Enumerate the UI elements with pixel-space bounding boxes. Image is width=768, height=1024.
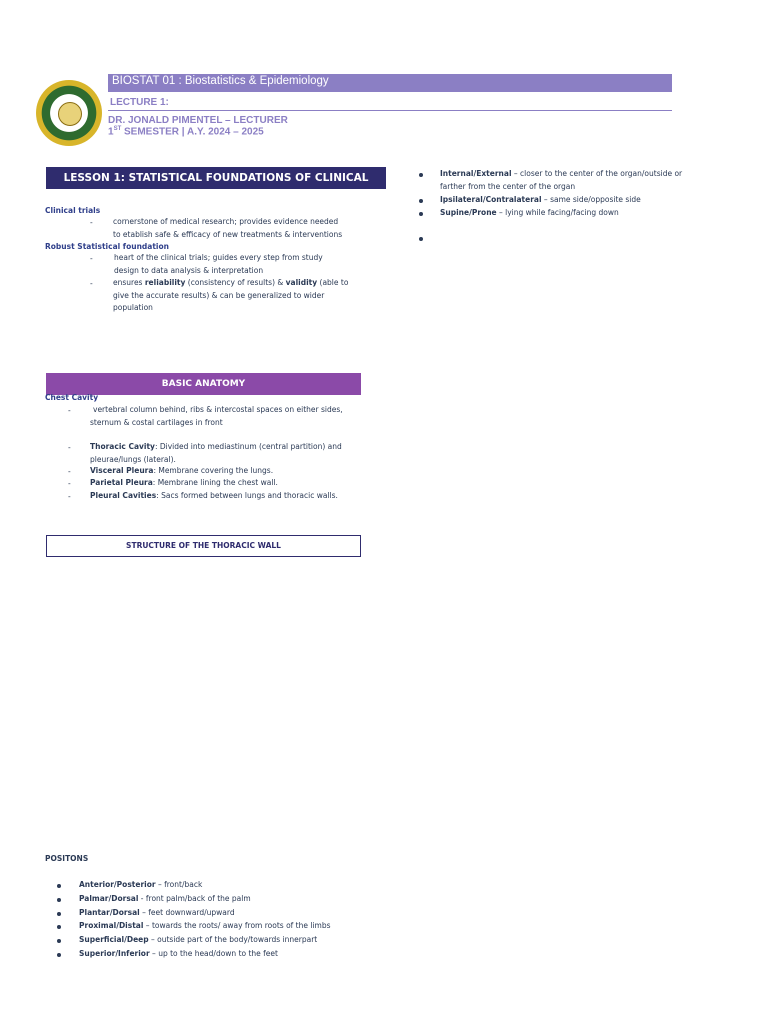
bullet-icon [57,912,61,916]
term: Superficial/Deep [79,935,149,944]
position-item-anterior [79,879,202,892]
bullet-icon [419,212,423,216]
text-span: – towards the roots/ away from roots of the limbs [143,921,331,930]
position-item-superficial [79,934,317,947]
term: Internal/External [440,169,512,178]
header-divider [108,110,672,111]
text-span: : Membrane lining the chest wall. [152,478,278,487]
bullet-icon [419,199,423,203]
text-span: ensures [113,278,145,287]
term-thoracic-cavity: Thoracic Cavity [90,442,155,451]
robust-item2 [113,277,348,315]
text-line [90,441,342,454]
right-item-internal-external [440,168,682,193]
university-seal-logo [36,80,102,146]
text-line: give the accurate results) & can be generalized to wider [113,290,325,300]
text-line: farther from the center of the organ [440,181,576,191]
term-reliability: reliability [144,278,186,287]
term-parietal-pleura: Parietal Pleura [90,478,153,487]
text-line [113,277,348,290]
text-line: design to data analysis & interpretation [114,265,264,275]
dash-marker: - [90,218,93,227]
dash-marker: - [90,279,93,288]
right-item-supine-prone [440,207,619,220]
bullet-icon [419,237,423,241]
pleural-cavities-item [90,490,338,503]
text-line: vertebral column behind, ribs & intercostal spaces on either sides, [93,405,343,414]
text-span: – outside part of the body/towards innerpart [148,935,318,944]
semester-text: SEMESTER | A.Y. 2024 – 2025 [121,126,264,138]
text-line: pleurae/lungs (lateral). [90,454,176,464]
seal-center-icon [58,102,82,126]
right-item-ipsilateral [440,194,641,207]
thoracic-wall-title: STRUCTURE OF THE THORACIC WALL [46,535,361,557]
text-line: sternum & costal cartilages in front [90,417,223,427]
chest-item1 [90,404,343,429]
text-span: – feet downward/upward [139,908,235,917]
text-span: (consistency of results) & [185,278,286,287]
dash-marker: - [68,467,71,476]
term: Ipsilateral/Contralateral [440,195,542,204]
text-line: heart of the clinical trials; guides every step from study [114,253,323,262]
bullet-icon [57,898,61,902]
clinical-trials-item1 [113,216,342,241]
thoracic-cavity-item [90,441,342,466]
bullet-icon [57,953,61,957]
text-span: : Membrane covering the lungs. [153,466,274,475]
clinical-trials-heading: Clinical trials [45,206,101,215]
lesson-banner: LESSON 1: STATISTICAL FOUNDATIONS OF CLINICAL TRIALS [46,167,386,189]
bullet-icon [57,884,61,888]
term-visceral-pleura: Visceral Pleura [90,466,154,475]
bullet-icon [57,925,61,929]
lecturer-name: DR. JONALD PIMENTEL – LECTURER [108,115,288,126]
term-validity: validity [285,278,318,287]
term: Supine/Prone [440,208,497,217]
term: Palmar/Dorsal [79,894,139,903]
chest-cavity-heading: Chest Cavity [45,393,99,402]
robust-heading: Robust Statistical foundation [45,242,169,251]
bullet-icon [57,939,61,943]
term: Anterior/Posterior [79,880,156,889]
text-span: : Divided into mediastinum (central partition) and [154,442,342,451]
text-span: – lying while facing/facing down [496,208,619,217]
text-span: – same side/opposite side [541,195,641,204]
text-line: population [113,303,153,312]
dash-marker: - [68,443,71,452]
text-span: : Sacs formed between lungs and thoracic walls. [156,491,338,500]
bullet-icon [419,173,423,177]
position-item-plantar [79,907,235,920]
text-line [440,168,682,181]
positions-heading: POSITONS [45,854,89,863]
text-line: to etablish safe & efficacy of new treatments & interventions [113,229,343,239]
dash-marker: - [68,492,71,501]
term-pleural-cavities: Pleural Cavities [90,491,157,500]
parietal-pleura-item [90,477,278,490]
semester-number: 1 [108,126,114,138]
robust-item1 [114,252,323,277]
text-span: – up to the head/down to the feet [149,949,278,958]
semester-suffix: ST [113,126,122,132]
text-span: – front/back [155,880,203,889]
dash-marker: - [68,479,71,488]
position-item-palmar [79,893,251,906]
text-span: - front palm/back of the palm [138,894,251,903]
lecture-number: LECTURE 1: [110,97,169,108]
anatomy-banner: BASIC ANATOMY [46,373,361,395]
term: Plantar/Dorsal [79,908,140,917]
dash-marker: - [90,254,93,263]
position-item-superior [79,948,278,961]
term: Superior/Inferior [79,949,150,958]
semester-line [108,126,264,137]
text-line: cornerstone of medical research; provides evidence needed [113,217,339,226]
visceral-pleura-item [90,465,273,478]
course-title: BIOSTAT 01 : Biostatistics & Epidemiology [112,75,329,87]
dash-marker: - [68,406,71,415]
text-span: (able to [317,278,349,287]
position-item-proximal [79,920,331,933]
text-span: – closer to the center of the organ/outside or [511,169,683,178]
term: Proximal/Distal [79,921,144,930]
